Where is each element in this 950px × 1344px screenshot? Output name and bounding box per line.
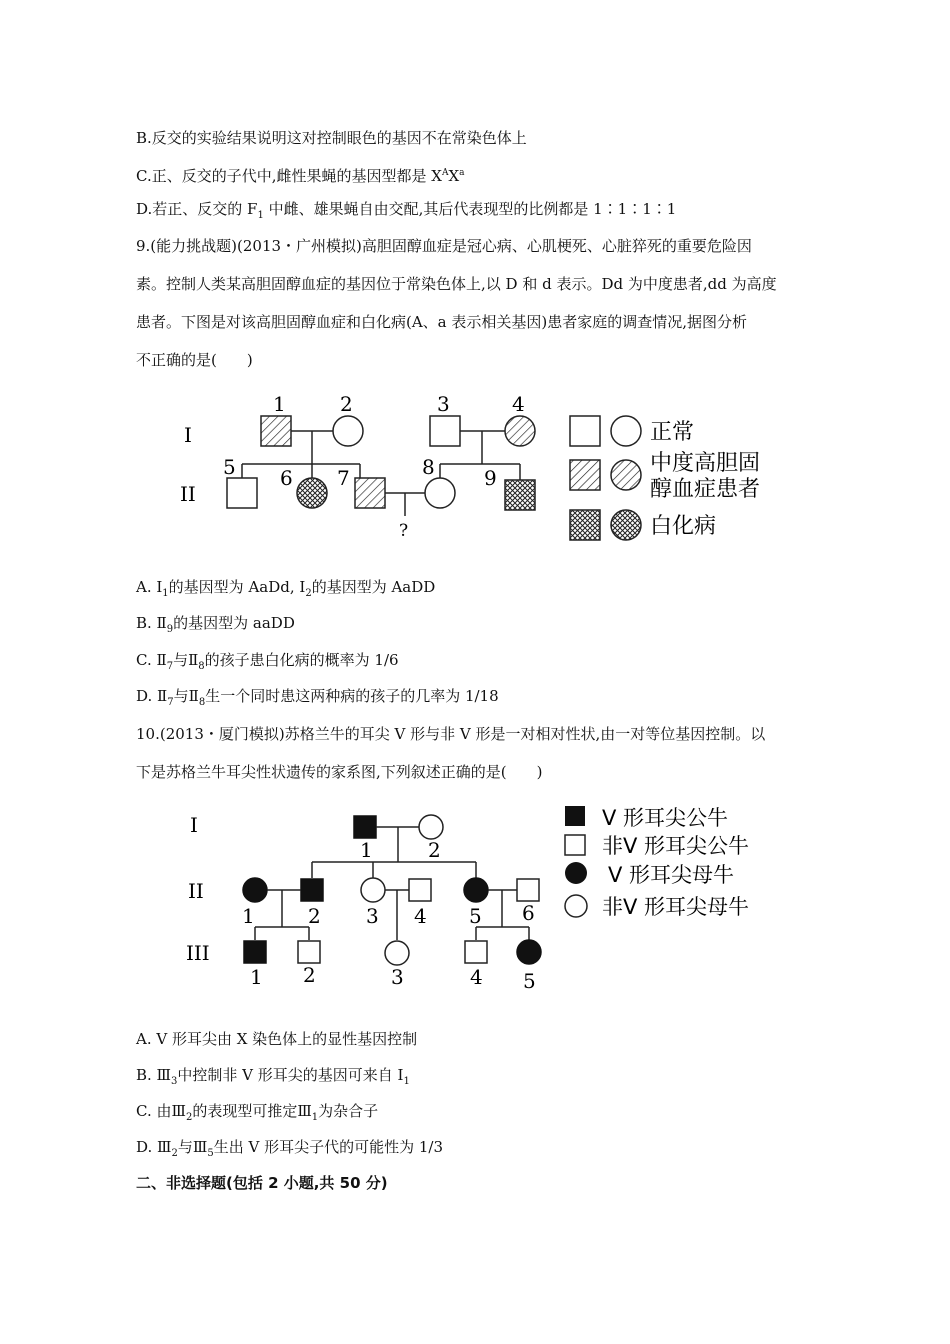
q10-iii-label-1: 1 [250, 965, 263, 989]
q10-i2-symbol [419, 815, 443, 839]
q10-gen-iii-label: III [186, 941, 210, 965]
q9-option-b: B. $Ⅱ_9$的基因型为 aaDD [136, 614, 295, 635]
q9-option-d: D. $Ⅱ_7$与$Ⅱ_8$生一个同时患这两种病的孩子的几率为 1/18 [136, 687, 499, 708]
q10-stem-line2: 下是苏格兰牛耳尖性状遗传的家系图,下列叙述正确的是( ) [136, 763, 543, 781]
q9-legend-albino-male [570, 510, 600, 540]
q9-question-mark: ? [399, 521, 409, 541]
q10-legend-2: 非V 形耳尖公牛 [602, 834, 750, 858]
q10-pedigree-figure [180, 800, 790, 995]
q9-ii6-symbol [297, 478, 327, 508]
section-heading-non-choice: 二、非选择题(包括 2 小题,共 50 分) [136, 1174, 388, 1192]
q9-label-5: 5 [223, 455, 236, 479]
q10-iii3-symbol [385, 941, 409, 965]
q9-label-1: 1 [273, 392, 286, 416]
q9-ii7-symbol [355, 478, 385, 508]
q9-stem-line3: 患者。下图是对该高胆固醇血症和白化病(A、a 表示相关基因)患者家庭的调查情况,据图分析 [136, 313, 748, 331]
q9-gen-i-label: I [184, 423, 192, 447]
q9-label-9: 9 [484, 466, 497, 490]
q9-legend-normal-female [611, 416, 641, 446]
q9-legend-mid-2: 醇血症患者 [650, 477, 761, 502]
q10-ii4-symbol [409, 879, 431, 901]
q9-label-2: 2 [340, 392, 353, 416]
q9-i2-symbol [333, 416, 363, 446]
q10-ii3-symbol [361, 878, 385, 902]
q9-label-8: 8 [422, 455, 435, 479]
q9-label-4: 4 [512, 392, 525, 416]
q10-gen-ii-label: II [188, 879, 204, 903]
q10-iii4-symbol [465, 941, 487, 963]
q9-option-a: A. $Ⅰ_1$的基因型为 AaDd, $Ⅰ_2$的基因型为 AaDD [136, 578, 436, 599]
q10-stem-line1: 10.(2013・厦门模拟)苏格兰牛的耳尖 V 形与非 V 形是一对相对性状,由一对等位基因控制。以 [136, 725, 766, 743]
q10-iii5-symbol [517, 940, 541, 964]
q10-iii2-symbol [298, 941, 320, 963]
q9-ii5-symbol [227, 478, 257, 508]
q10-ii1-symbol [243, 878, 267, 902]
q10-legend-nonv-male [565, 835, 585, 855]
q10-gen-i-label: I [190, 813, 198, 837]
q9-gen-ii-label: II [180, 482, 196, 506]
q8-option-c: C.正、反交的子代中,雌性果蝇的基因型都是 $X^AX^a$ [136, 167, 465, 185]
q10-option-c: C. 由$Ⅲ_2$的表现型可推定$Ⅲ_1$为杂合子 [136, 1102, 379, 1123]
q10-i1-symbol [354, 816, 376, 838]
q9-stem-line1: 9.(能力挑战题)(2013・广州模拟)高胆固醇血症是冠心病、心肌梗死、心脏猝死的重要危险因 [136, 237, 752, 255]
q9-ii8-symbol [425, 478, 455, 508]
q10-ii-label-4: 4 [414, 904, 427, 928]
q8-option-d: D.若正、反交的 $F_1$ 中雌、雄果蝇自由交配,其后代表现型的比例都是 1∶1∶1∶1 [136, 200, 677, 221]
q9-legend-normal-male [570, 416, 600, 446]
q10-i-label-1: 1 [360, 838, 373, 862]
q10-ii-label-3: 3 [366, 904, 379, 928]
q9-i4-symbol [505, 416, 535, 446]
q10-ii6-symbol [517, 879, 539, 901]
q9-legend-mid-female [611, 460, 641, 490]
q10-option-a: A. V 形耳尖由 X 染色体上的显性基因控制 [136, 1030, 418, 1048]
q10-iii-label-5: 5 [523, 969, 536, 993]
q9-label-3: 3 [437, 392, 450, 416]
q9-stem-line4: 不正确的是( ) [136, 351, 253, 369]
q9-legend-albino: 白化病 [650, 514, 717, 539]
q9-legend-mid-male [570, 460, 600, 490]
q10-iii1-symbol [244, 941, 266, 963]
q10-ii-label-2: 2 [308, 904, 321, 928]
q9-label-6: 6 [280, 466, 293, 490]
q10-ii-label-6: 6 [522, 901, 535, 925]
q9-i1-symbol [261, 416, 291, 446]
q10-legend-1: V 形耳尖公牛 [602, 806, 729, 830]
q8-option-b: B.反交的实验结果说明这对控制眼色的基因不在常染色体上 [136, 129, 527, 147]
q10-option-b: B. $Ⅲ_3$中控制非 V 形耳尖的基因可来自 $Ⅰ_1$ [136, 1066, 410, 1087]
q9-i3-symbol [430, 416, 460, 446]
q10-legend-nonv-female [565, 895, 587, 917]
q10-legend-3: V 形耳尖母牛 [608, 863, 735, 887]
q10-iii-label-4: 4 [470, 965, 483, 989]
q10-legend-v-female [565, 862, 587, 884]
q9-legend-normal: 正常 [650, 420, 695, 445]
q9-label-7: 7 [337, 466, 350, 490]
q10-ii5-symbol [464, 878, 488, 902]
q9-stem-line2: 素。控制人类某高胆固醇血症的基因位于常染色体上,以 D 和 d 表示。Dd 为中度患者,dd 为高度 [136, 275, 777, 293]
q9-legend-albino-female [611, 510, 641, 540]
q10-legend-4: 非V 形耳尖母牛 [602, 895, 750, 919]
q9-pedigree-figure [170, 388, 790, 548]
q9-legend-mid-1: 中度高胆固 [650, 451, 761, 476]
q10-iii-label-3: 3 [391, 965, 404, 989]
q9-ii9-symbol [505, 480, 535, 510]
q10-ii-label-5: 5 [469, 904, 482, 928]
q10-option-d: D. $Ⅲ_2$与$Ⅲ_5$生出 V 形耳尖子代的可能性为 1/3 [136, 1138, 443, 1159]
q10-legend-v-male [565, 806, 585, 826]
q10-ii2-symbol [301, 879, 323, 901]
q9-option-c: C. $Ⅱ_7$与$Ⅱ_8$的孩子患白化病的概率为 1/6 [136, 651, 399, 672]
q10-iii-label-2: 2 [303, 963, 316, 987]
q10-ii-label-1: 1 [242, 904, 255, 928]
q10-i-label-2: 2 [428, 838, 441, 862]
